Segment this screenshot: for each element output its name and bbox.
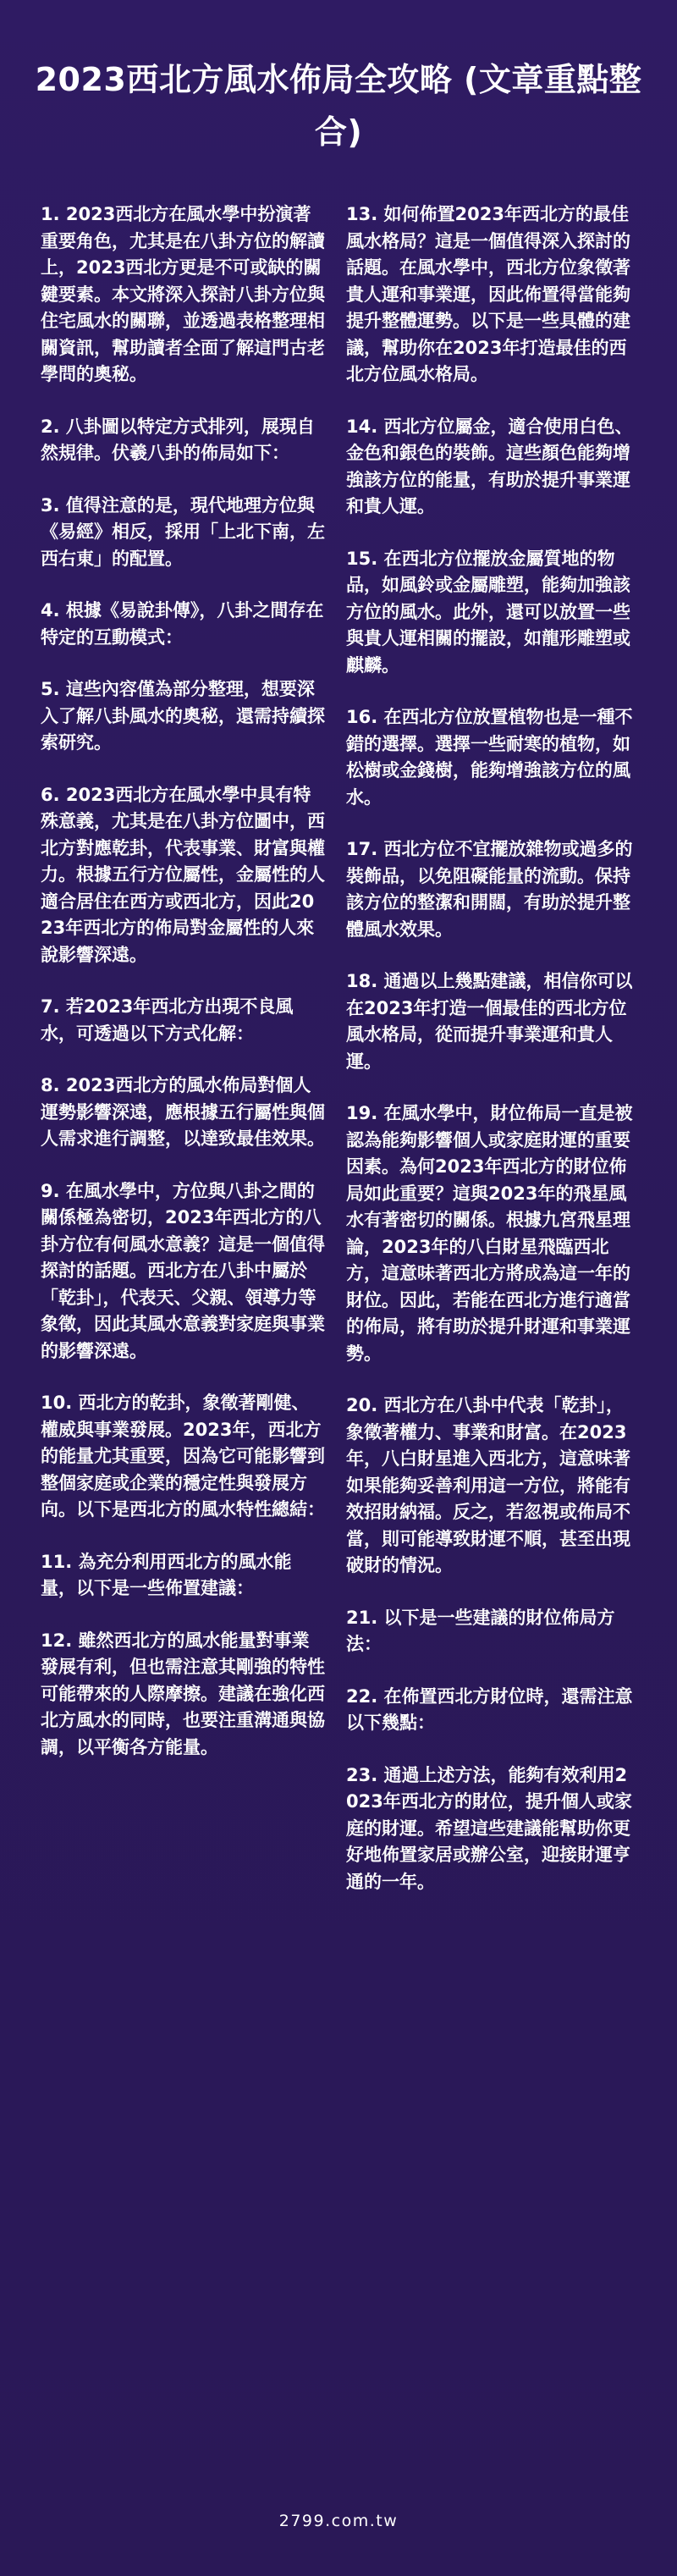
paragraph: 7. 若2023年西北方出現不良風水，可透過以下方式化解：: [41, 996, 294, 1044]
paragraph: 19. 在風水學中，財位佈局一直是被認為能夠影響個人或家庭財運的重要因素。為何2023年西北方的財位佈局如此重要？這與2023年的飛星風水有著密切的關係。根據九宮飛星理論，2023年的八白財星飛臨西北方，這意味著西北方將成為這一年的財位。因此，若能在西北方進行適當的佈局，將有助於提升財運和事業運勢。: [346, 1103, 633, 1364]
site-footer: 2799.com.tw: [278, 2512, 399, 2530]
paragraph: 11. 為充分利用西北方的風水能量，以下是一些佈置建議：: [41, 1551, 292, 1598]
paragraph: 6. 2023西北方在風水學中具有特殊意義，尤其是在八卦方位圖中，西北方對應乾卦，代表事業、財富與權力。根據五行方位屬性，金屬性的人適合居住在西方或西北方，因此2023年西北方的佈局對金屬性的人來說影響深遠。: [41, 784, 325, 965]
paragraph: 8. 2023西北方的風水佈局對個人運勢影響深遠，應根據五行屬性與個人需求進行調整，以達致最佳效果。: [41, 1075, 325, 1149]
paragraph: 20. 西北方在八卦中代表「乾卦」，象徵著權力、事業和財富。在2023年，八白財星進入西北方，這意味著如果能夠妥善利用這一方位，將能有效招財納福。反之，若忽視或佈局不當，則可能導致財運不順，甚至出現破財的情況。: [346, 1395, 630, 1575]
paragraph: 5. 這些內容僅為部分整理，想要深入了解八卦風水的奧秘，還需持續探索研究。: [41, 679, 325, 753]
paragraph: 21. 以下是一些建議的財位佈局方法：: [346, 1607, 615, 1654]
left-column: [41, 201, 325, 1786]
paragraph: 10. 西北方的乾卦，象徵著剛健、權威與事業發展。2023年，西北方的能量尤其重要，因為它可能影響到整個家庭或企業的穩定性與發展方向。以下是西北方的風水特性總結：: [41, 1393, 325, 1520]
paragraph: 12. 雖然西北方的風水能量對事業發展有利，但也需注意其剛強的特性可能帶來的人際摩擦。建議在強化西北方風水的同時，也要注重溝通與協調，以平衡各方能量。: [41, 1630, 325, 1757]
paragraph: 2. 八卦圖以特定方式排列，展現自然規律。伏羲八卦的佈局如下：: [41, 416, 315, 463]
right-column: [346, 201, 639, 1921]
paragraph: 4. 根據《易說卦傳》，八卦之間存在特定的互動模式：: [41, 600, 324, 648]
paragraph: 22. 在佈置西北方財位時，還需注意以下幾點：: [346, 1685, 633, 1733]
paragraph: 23. 通過上述方法，能夠有效利用2023年西北方的財位，提升個人或家庭的財運。希望這些建議能幫助你更好地佈置家居或辦公室，迎接財運亨通的一年。: [346, 1764, 632, 1892]
page-title: 2023西北方風水佈局全攻略 (文章重點整合): [35, 61, 642, 152]
paragraph: 14. 西北方位屬金，適合使用白色、金色和銀色的裝飾。這些顏色能夠增強該方位的能量，有助於提升事業運和貴人運。: [346, 416, 633, 516]
paragraph: 13. 如何佈置2023年西北方的最佳風水格局？這是一個值得深入探討的話題。在風水學中，西北方位象徵著貴人運和事業運，因此佈置得當能夠提升整體運勢。以下是一些具體的建議，幫助你在2023年打造最佳的西北方位風水格局。: [346, 204, 630, 384]
paragraph: 17. 西北方位不宜擺放雜物或過多的裝飾品，以免阻礙能量的流動。保持該方位的整潔和開闊，有助於提升整體風水效果。: [346, 839, 633, 940]
paragraph: 3. 值得注意的是，現代地理方位與《易經》相反，採用「上北下南，左西右東」的配置。: [41, 494, 325, 569]
paragraph: 9. 在風水學中，方位與八卦之間的關係極為密切，2023年西北方的八卦方位有何風水意義？這是一個值得探討的話題。西北方在八卦中屬於「乾卦」，代表天、父親、領導力等象徵，因此其風水意義對家庭與事業的影響深遠。: [41, 1180, 325, 1361]
paragraph: 1. 2023西北方在風水學中扮演著重要角色，尤其是在八卦方位的解讀上，2023西北方更是不可或缺的關鍵要素。本文將深入探討八卦方位與住宅風水的關聯，並透過表格整理相關資訊，幫助讀者全面了解這門古老學問的奧秘。: [41, 204, 325, 384]
article-body: [0, 201, 677, 2487]
paragraph: 16. 在西北方位放置植物也是一種不錯的選擇。選擇一些耐寒的植物，如松樹或金錢樹，能夠增強該方位的風水。: [346, 707, 633, 808]
paragraph: 15. 在西北方位擺放金屬質地的物品，如風鈴或金屬雕塑，能夠加強該方位的風水。此外，還可以放置一些與貴人運相關的擺設，如龍形雕塑或麒麟。: [346, 548, 630, 676]
paragraph: 18. 通過以上幾點建議，相信你可以在2023年打造一個最佳的西北方位風水格局，從而提升事業運和貴人運。: [346, 971, 633, 1072]
